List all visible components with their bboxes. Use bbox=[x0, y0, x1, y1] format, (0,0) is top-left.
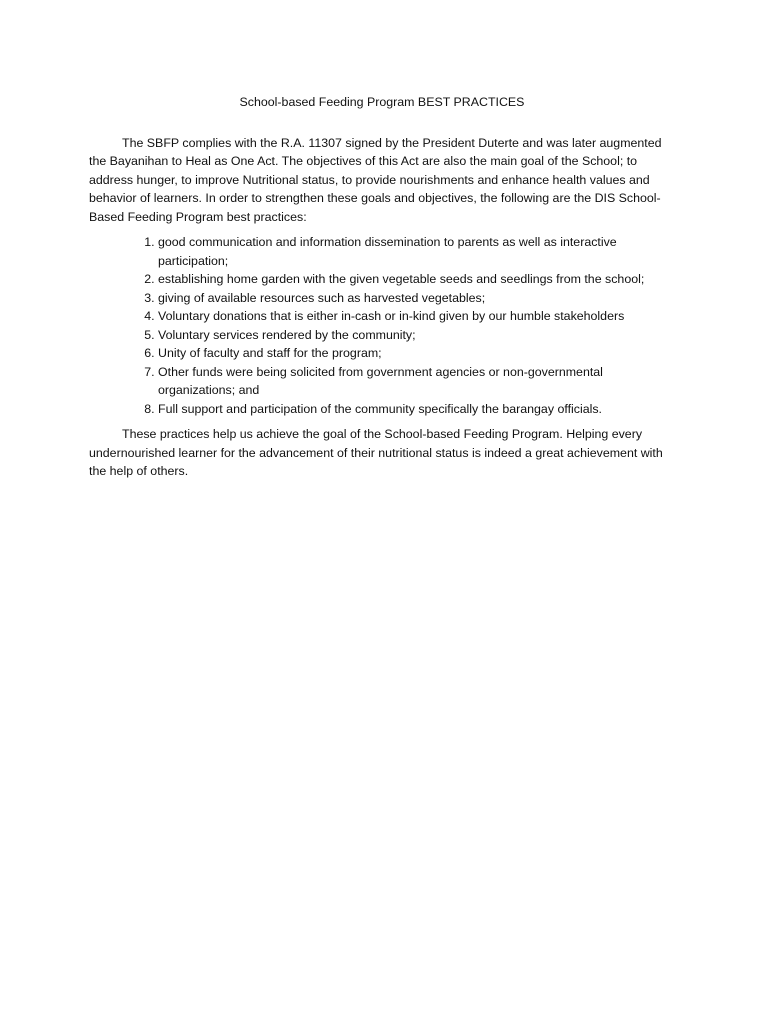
list-item: 7. Other funds were being solicited from government agencies or non-governmental organizations; and bbox=[158, 363, 675, 400]
list-item: 3. giving of available resources such as harvested vegetables; bbox=[158, 289, 675, 308]
practices-list bbox=[89, 233, 675, 418]
list-item: 4. Voluntary donations that is either in-cash or in-kind given by our humble stakeholders bbox=[158, 307, 675, 326]
list-item: 8. Full support and participation of the community specifically the barangay officials. bbox=[158, 400, 675, 419]
list-item: 6. Unity of faculty and staff for the program; bbox=[158, 344, 675, 363]
list-item: 5. Voluntary services rendered by the community; bbox=[158, 326, 675, 345]
document-title: School-based Feeding Program BEST PRACTICES bbox=[239, 95, 525, 109]
list-item: 2. establishing home garden with the given vegetable seeds and seedlings from the school; bbox=[158, 270, 675, 289]
conclusion-paragraph: These practices help us achieve the goal of the School-based Feeding Program. Helping every undernourished learner for the advancement of their nutritional status is indeed a great achievement with the help of others. bbox=[89, 427, 663, 478]
document-body bbox=[89, 93, 675, 481]
list-item: 1. good communication and information dissemination to parents as well as interactive participation; bbox=[158, 233, 675, 270]
intro-paragraph: The SBFP complies with the R.A. 11307 signed by the President Duterte and was later augmented the Bayanihan to Heal as One Act. The objectives of this Act are also the main goal of the School; to address hunger, to improve Nutritional status, to provide nourishments and enhance health values and behavior of learners. In order to strengthen these goals and objectives, the following are the DIS School-Based Feeding Program best practices: bbox=[89, 135, 662, 224]
